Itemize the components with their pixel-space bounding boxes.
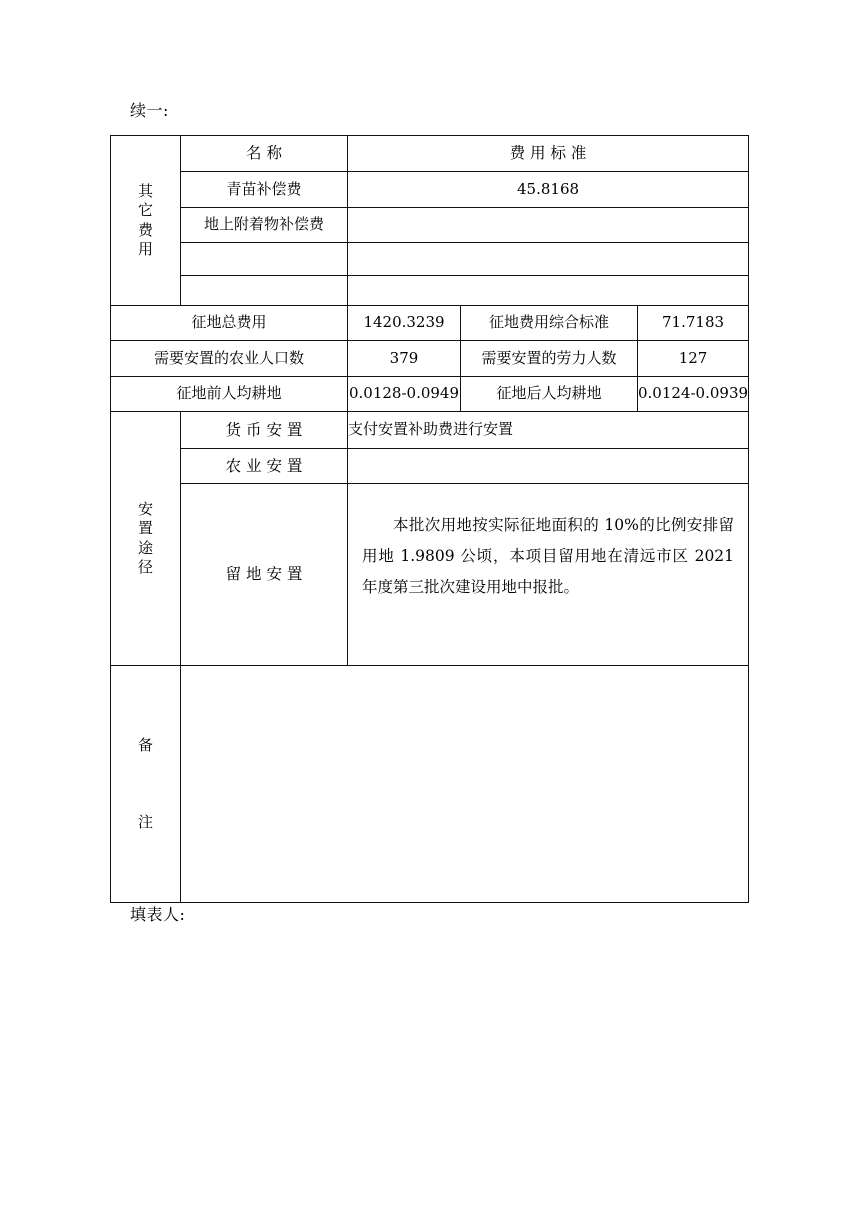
- table-row: [111, 276, 749, 306]
- other-fee-name-1: 地上附着物补偿费: [181, 208, 348, 243]
- resettlement-content-agricultural: [348, 449, 749, 484]
- summary-left-label-2: 征地前人均耕地: [111, 377, 348, 412]
- table-row: [111, 172, 749, 208]
- resettlement-row-label: [111, 412, 181, 666]
- table-row: [111, 377, 749, 412]
- other-fees-char-1: 它: [137, 201, 153, 219]
- summary-right-label-0: 征地费用综合标准: [461, 306, 638, 341]
- resettlement-char-1: 置: [137, 519, 153, 537]
- other-fee-standard-3: [348, 276, 749, 306]
- summary-right-value-2: 0.0124-0.0939: [638, 377, 749, 412]
- form-filler-label: 填表人:: [130, 905, 186, 924]
- summary-right-value-1: 127: [638, 341, 749, 377]
- other-fees-char-2: 费: [137, 220, 153, 239]
- summary-left-label-1: 需要安置的农业人口数: [111, 341, 348, 377]
- remarks-char-0: 备: [137, 736, 153, 754]
- summary-left-value-1: 379: [348, 341, 461, 377]
- remarks-char-1: 注: [137, 812, 153, 831]
- table-row: [111, 484, 749, 666]
- summary-right-label-2: 征地后人均耕地: [461, 377, 638, 412]
- resettlement-label-reserved-land: 留 地 安 置: [225, 565, 303, 584]
- summary-right-label-1: 需要安置的劳力人数: [461, 341, 638, 377]
- resettlement-content-monetary: 支付安置补助费进行安置: [348, 412, 749, 449]
- table-row: [111, 412, 749, 449]
- table-row: [111, 306, 749, 341]
- land-requisition-table: [110, 135, 749, 903]
- other-fee-name-2: [181, 243, 348, 276]
- remarks-row-label: [111, 666, 181, 903]
- resettlement-content-reserved-land: 本批次用地按实际征地面积的 10%的比例安排留用地 1.9809 公顷，本项目留用地在清远市区 2021 年度第三批次建设用地中报批。: [362, 516, 735, 596]
- summary-left-value-2: 0.0128-0.0949: [348, 377, 461, 412]
- resettlement-char-2: 途: [137, 538, 153, 557]
- other-fee-standard-1: [348, 208, 749, 243]
- summary-left-value-0: 1420.3239: [348, 306, 461, 341]
- table-row: [111, 136, 749, 172]
- resettlement-label-monetary: 货 币 安 置: [225, 420, 303, 439]
- other-fees-char-3: 用: [137, 240, 153, 258]
- remarks-content: [181, 666, 749, 903]
- table-row: [111, 666, 749, 903]
- table-row: [111, 341, 749, 377]
- continuation-label: 续一:: [130, 101, 169, 120]
- resettlement-label-agricultural: 农 业 安 置: [225, 456, 303, 475]
- other-fees-char-0: 其: [137, 181, 153, 200]
- summary-right-value-0: 71.7183: [638, 306, 749, 341]
- other-fee-name-3: [181, 276, 348, 306]
- resettlement-char-0: 安: [137, 499, 153, 518]
- table-row: [111, 243, 749, 276]
- other-fees-standard-header: 费 用 标 准: [509, 144, 587, 163]
- other-fee-standard-0: 45.8168: [348, 172, 749, 208]
- summary-left-label-0: 征地总费用: [111, 306, 348, 341]
- table-row: [111, 449, 749, 484]
- other-fees-name-header: 名 称: [246, 144, 282, 163]
- table-row: [111, 208, 749, 243]
- other-fee-standard-2: [348, 243, 749, 276]
- other-fees-row-label: [111, 136, 181, 306]
- other-fee-name-0: 青苗补偿费: [181, 172, 348, 208]
- resettlement-char-3: 径: [137, 558, 153, 576]
